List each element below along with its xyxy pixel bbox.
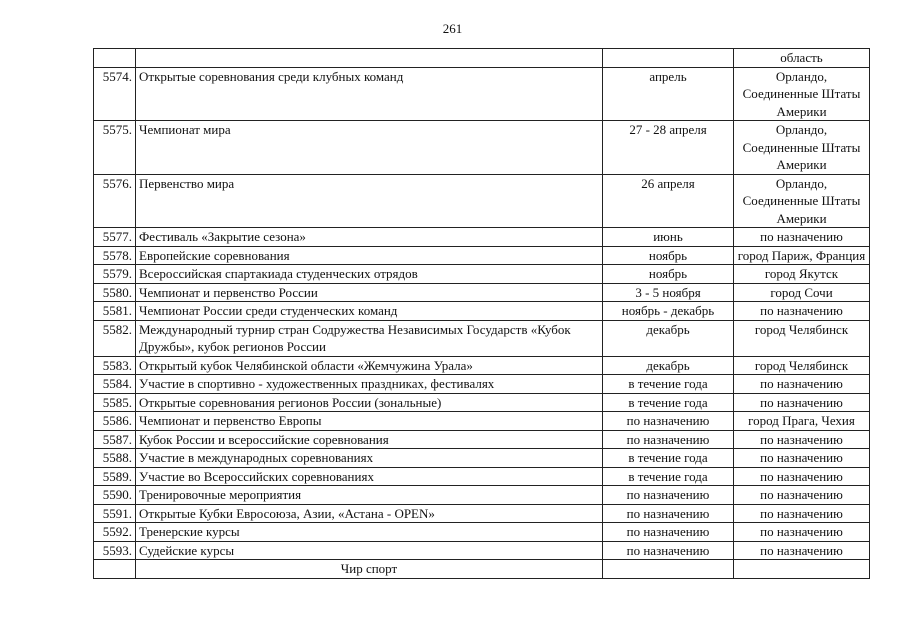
event-place-cell: по назначению — [734, 504, 870, 523]
event-place-cell: по назначению — [734, 430, 870, 449]
event-date-cell — [603, 49, 734, 68]
event-date-cell: апрель — [603, 67, 734, 121]
table-row — [94, 174, 870, 228]
event-name-cell: Тренерские курсы — [136, 523, 603, 542]
table-row — [94, 541, 870, 560]
row-number-cell: 5591. — [94, 504, 136, 523]
event-date-cell: ноябрь — [603, 246, 734, 265]
event-date-cell: по назначению — [603, 541, 734, 560]
event-name-cell: Открытые соревнования регионов России (зональные) — [136, 393, 603, 412]
table-row — [94, 121, 870, 175]
event-date-cell: в течение года — [603, 375, 734, 394]
event-name-cell: Открытые соревнования среди клубных команд — [136, 67, 603, 121]
row-number-cell: 5593. — [94, 541, 136, 560]
row-number-cell: 5575. — [94, 121, 136, 175]
table-row — [94, 283, 870, 302]
event-place-cell: по назначению — [734, 375, 870, 394]
section-heading-row — [94, 560, 870, 579]
events-table-body — [94, 49, 870, 579]
event-date-cell: по назначению — [603, 486, 734, 505]
event-place-cell: по назначению — [734, 523, 870, 542]
row-number-cell: 5581. — [94, 302, 136, 321]
event-place-cell: город Сочи — [734, 283, 870, 302]
event-place-cell: Орландо, Соединенные Штаты Америки — [734, 174, 870, 228]
event-date-cell: 3 - 5 ноября — [603, 283, 734, 302]
event-name-cell: Европейские соревнования — [136, 246, 603, 265]
event-place-cell — [734, 560, 870, 579]
table-row — [94, 67, 870, 121]
table-row — [94, 449, 870, 468]
event-name-cell: Чемпионат мира — [136, 121, 603, 175]
row-number-cell: 5590. — [94, 486, 136, 505]
event-date-cell: в течение года — [603, 467, 734, 486]
event-place-cell: по назначению — [734, 302, 870, 321]
event-date-cell: декабрь — [603, 356, 734, 375]
table-row — [94, 486, 870, 505]
row-number-cell: 5587. — [94, 430, 136, 449]
event-place-cell: город Челябинск — [734, 356, 870, 375]
table-row — [94, 523, 870, 542]
row-number-cell: 5582. — [94, 320, 136, 356]
event-name-cell: Открытый кубок Челябинской области «Жемчужина Урала» — [136, 356, 603, 375]
table-row — [94, 228, 870, 247]
event-name-cell: Открытые Кубки Евросоюза, Азии, «Астана - OPEN» — [136, 504, 603, 523]
event-date-cell: ноябрь - декабрь — [603, 302, 734, 321]
row-number-cell: 5584. — [94, 375, 136, 394]
event-name-cell: Кубок России и всероссийские соревнования — [136, 430, 603, 449]
event-date-cell: по назначению — [603, 523, 734, 542]
event-date-cell: ноябрь — [603, 265, 734, 284]
event-name-cell: Фестиваль «Закрытие сезона» — [136, 228, 603, 247]
event-date-cell: 26 апреля — [603, 174, 734, 228]
event-place-cell: Орландо, Соединенные Штаты Америки — [734, 67, 870, 121]
event-place-cell: город Челябинск — [734, 320, 870, 356]
event-date-cell: 27 - 28 апреля — [603, 121, 734, 175]
table-row — [94, 393, 870, 412]
event-date-cell: декабрь — [603, 320, 734, 356]
page-number: 261 — [442, 21, 463, 36]
event-date-cell: по назначению — [603, 412, 734, 431]
event-name-cell: Судейские курсы — [136, 541, 603, 560]
event-place-cell: по назначению — [734, 393, 870, 412]
row-number-cell: 5592. — [94, 523, 136, 542]
table-row — [94, 265, 870, 284]
event-name-cell: Всероссийская спартакиада студенческих отрядов — [136, 265, 603, 284]
table-row — [94, 412, 870, 431]
event-place-cell: город Париж, Франция — [734, 246, 870, 265]
event-place-cell: по назначению — [734, 541, 870, 560]
event-place-cell: город Якутск — [734, 265, 870, 284]
event-date-cell — [603, 560, 734, 579]
row-number-cell: 5588. — [94, 449, 136, 468]
event-name-cell: Чемпионат и первенство России — [136, 283, 603, 302]
table-row — [94, 375, 870, 394]
table-row — [94, 320, 870, 356]
table-row — [94, 430, 870, 449]
event-place-cell: город Прага, Чехия — [734, 412, 870, 431]
event-date-cell: в течение года — [603, 393, 734, 412]
table-row — [94, 467, 870, 486]
table-row-continuation — [94, 49, 870, 68]
event-name-cell: Первенство мира — [136, 174, 603, 228]
event-date-cell: по назначению — [603, 504, 734, 523]
section-heading: Чир спорт — [136, 560, 603, 579]
table-row — [94, 356, 870, 375]
table-row — [94, 504, 870, 523]
event-date-cell: в течение года — [603, 449, 734, 468]
event-date-cell: июнь — [603, 228, 734, 247]
event-name-cell: Участие в международных соревнованиях — [136, 449, 603, 468]
row-number-cell: 5579. — [94, 265, 136, 284]
event-place-cell: по назначению — [734, 467, 870, 486]
event-place-cell: по назначению — [734, 228, 870, 247]
table-row — [94, 302, 870, 321]
event-name-cell: Чемпионат России среди студенческих команд — [136, 302, 603, 321]
event-name-cell: Участие во Всероссийских соревнованиях — [136, 467, 603, 486]
table-row — [94, 246, 870, 265]
event-name-cell — [136, 49, 603, 68]
event-place-cell: Орландо, Соединенные Штаты Америки — [734, 121, 870, 175]
row-number-cell: 5583. — [94, 356, 136, 375]
event-place-cell: по назначению — [734, 486, 870, 505]
event-place-cell: по назначению — [734, 449, 870, 468]
row-number-cell: 5589. — [94, 467, 136, 486]
events-table — [93, 48, 870, 579]
row-number-cell: 5585. — [94, 393, 136, 412]
event-name-cell: Международный турнир стран Содружества Независимых Государств «Кубок Дружбы», кубок регионов России — [136, 320, 603, 356]
event-place-cell: область — [734, 49, 870, 68]
event-name-cell: Участие в спортивно - художественных праздниках, фестивалях — [136, 375, 603, 394]
row-number-cell: 5586. — [94, 412, 136, 431]
row-number-cell — [94, 49, 136, 68]
row-number-cell: 5580. — [94, 283, 136, 302]
event-name-cell: Тренировочные мероприятия — [136, 486, 603, 505]
event-date-cell: по назначению — [603, 430, 734, 449]
row-number-cell: 5574. — [94, 67, 136, 121]
row-number-cell: 5576. — [94, 174, 136, 228]
event-name-cell: Чемпионат и первенство Европы — [136, 412, 603, 431]
row-number-cell: 5577. — [94, 228, 136, 247]
row-number-cell: 5578. — [94, 246, 136, 265]
row-number-cell — [94, 560, 136, 579]
